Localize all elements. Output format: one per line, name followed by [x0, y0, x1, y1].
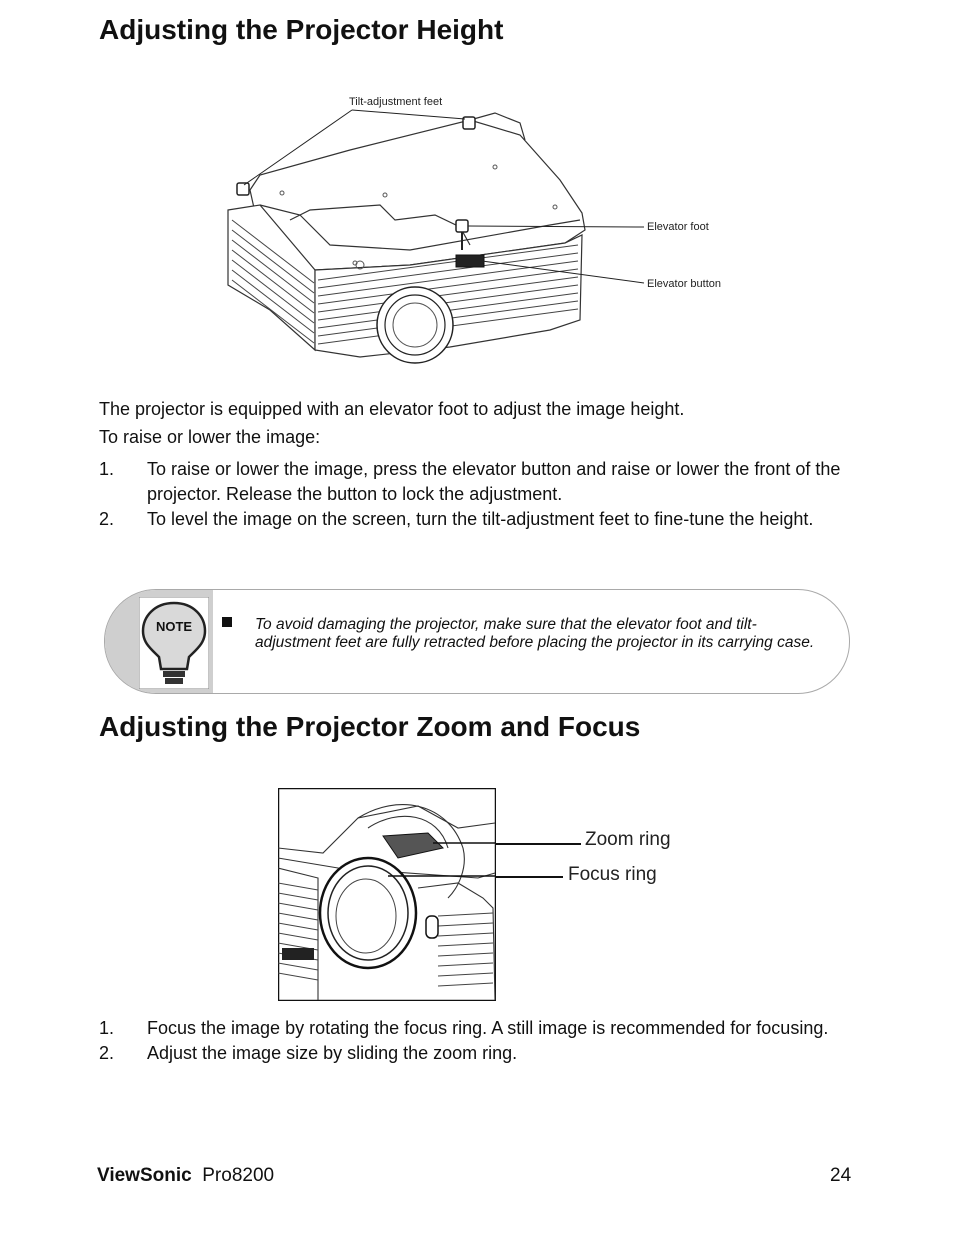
- zoom-focus-steps-list: [99, 1016, 869, 1066]
- list-item-number: 2.: [99, 1043, 115, 1063]
- zoom-ring-leader: [496, 843, 581, 845]
- bullet-square-icon: [222, 617, 232, 627]
- list-item: [99, 507, 869, 532]
- list-item-text: To level the image on the screen, turn the tilt-adjustment feet to fine-tune the height.: [147, 509, 814, 529]
- footer-product: [97, 1165, 274, 1187]
- footer-model: Pro8200: [202, 1165, 275, 1186]
- label-elevator-foot: Elevator foot: [647, 221, 709, 233]
- page-number: 24: [830, 1165, 852, 1186]
- lightbulb-icon: [139, 597, 209, 689]
- projector-underside-illustration: [220, 95, 660, 370]
- list-item-number: 1.: [99, 1018, 115, 1038]
- list-item-text: Focus the image by rotating the focus ring. A still image is recommended for focusing.: [147, 1018, 829, 1038]
- height-steps-list: [99, 457, 869, 532]
- intro-paragraph: The projector is equipped with an elevator foot to adjust the image height.: [99, 399, 685, 419]
- label-tilt-adjustment-feet: Tilt-adjustment feet: [349, 96, 443, 108]
- list-item: [99, 1041, 869, 1066]
- list-item-text: To raise or lower the image, press the elevator button and raise or lower the front of the projector. Release the button to lock the adjustment.: [147, 459, 841, 504]
- note-text: To avoid damaging the projector, make sure that the elevator foot and tilt-adjustment feet are fully retracted before placing the projector in its carrying case.: [255, 616, 815, 651]
- projector-lens-illustration: [278, 788, 496, 1001]
- footer-brand: ViewSonic: [97, 1165, 192, 1186]
- list-item: [99, 1016, 869, 1041]
- note-callout: [104, 589, 850, 694]
- lead-paragraph: To raise or lower the image:: [99, 427, 321, 447]
- list-item-number: 1.: [99, 459, 115, 479]
- label-focus-ring: Focus ring: [568, 864, 657, 885]
- note-badge: NOTE: [155, 619, 193, 634]
- section-title-zoom-focus: Adjusting the Projector Zoom and Focus: [99, 711, 641, 742]
- label-elevator-button: Elevator button: [647, 278, 721, 290]
- section-title-height: Adjusting the Projector Height: [99, 14, 504, 45]
- focus-ring-leader: [496, 876, 563, 878]
- label-zoom-ring: Zoom ring: [585, 829, 671, 850]
- list-item-number: 2.: [99, 509, 115, 529]
- list-item-text: Adjust the image size by sliding the zoom ring.: [147, 1043, 518, 1063]
- list-item: [99, 457, 869, 507]
